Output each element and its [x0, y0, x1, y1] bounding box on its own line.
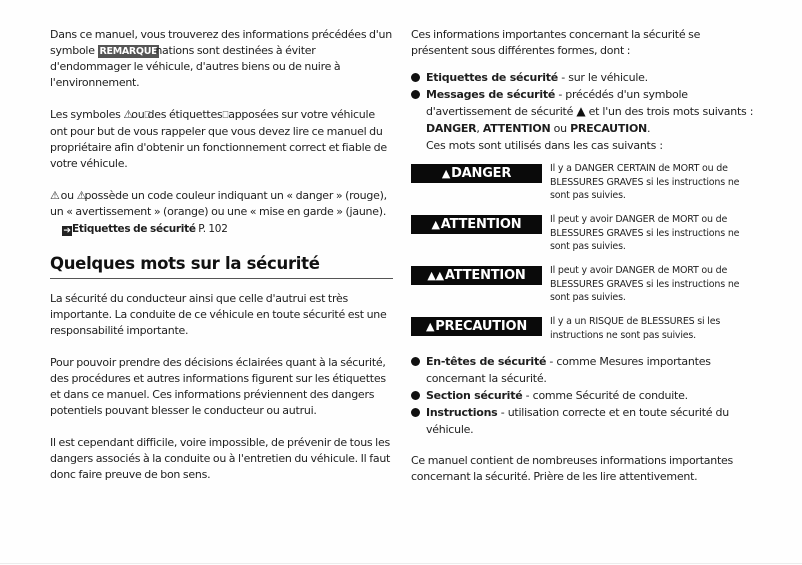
para-text: des étiquettes: [147, 108, 223, 121]
signal-description: Il y a un RISQUE de BLESSURES si les instructions ne sont pas suivies.: [550, 316, 721, 341]
body-paragraph: Il est cependant difficile, voire impossible, de prévenir de tous les dangers associés à la conduite ou à l'entretien du véhicule. Il faut donc faire preuve de bon sens.: [50, 436, 391, 481]
right-column: [411, 27, 756, 485]
signal-word: ATTENTION: [482, 122, 551, 135]
safety-forms-list: [411, 69, 756, 120]
signal-label: PRECAUTION: [435, 319, 528, 334]
para-text: ou: [57, 189, 77, 202]
signal-word: DANGER: [426, 122, 477, 135]
danger-label-box: [411, 164, 542, 183]
page-bottom-border: [0, 563, 802, 564]
usage-line: Ces mots sont utilisés dans les cas suivants :: [426, 139, 663, 152]
item-text: - utilisation correcte et en toute sécurité du véhicule.: [426, 406, 730, 436]
warning-triangle-icon: ▲: [441, 167, 451, 180]
warning-triangle-icon: ⚠: [50, 189, 58, 202]
warning-label-icon: ⚠: [76, 189, 85, 202]
signal-label: DANGER: [451, 166, 512, 181]
para-text: possède un code couleur indiquant un « danger » (rouge), un « avertissement » (orange) ou une « mise en garde » (jaune).: [50, 189, 387, 218]
warning-triangle-solid-icon: ▲: [576, 104, 586, 118]
item-title: En-têtes de sécurité: [426, 355, 547, 368]
xref-label: Etiquettes de sécurité: [72, 223, 196, 235]
remarque-badge: REMARQUE: [99, 46, 158, 57]
signal-precaution-row: [411, 315, 756, 353]
signal-attention-double-row: [411, 264, 756, 306]
para-text: nations sont destinées à éviter d'endommager le véhicule, d'autres biens ou de nuire à l'environnement.: [50, 44, 341, 89]
para-text: ou: [131, 108, 145, 121]
item-text: - comme Mesures importantes concernant la sécurité.: [426, 355, 711, 385]
signal-danger-row: [411, 162, 756, 204]
warning-triangle-icon: ▲: [425, 320, 435, 333]
cross-reference-link[interactable]: [62, 221, 394, 237]
bullet-icon: [411, 391, 420, 400]
label-icon: ⎕: [222, 110, 226, 121]
bullet-icon: [411, 357, 420, 366]
precaution-label-box: [411, 317, 542, 336]
body-paragraph: La sécurité du conducteur ainsi que celle d'autrui est très importante. La conduite de ce véhicule en toute sécurité est une responsabilité importante.: [50, 292, 387, 337]
bullet-icon: [411, 73, 420, 82]
list-item: [411, 353, 756, 387]
signal-label: ATTENTION: [440, 217, 522, 232]
intro-paragraph: Ces informations importantes concernant la sécurité se présentent sous différentes formes, dont :: [411, 28, 701, 57]
signal-description: Il peut y avoir DANGER de MORT ou de BLESSURES GRAVES si les instructions ne sont pas suivies.: [550, 214, 740, 252]
item-title: Etiquettes de sécurité: [426, 71, 558, 84]
xref-page: P. 102: [195, 223, 228, 235]
safety-forms-list-continued: [411, 353, 756, 438]
list-item: [411, 69, 756, 86]
attention-double-label-box: [411, 266, 542, 285]
para-text: Dans ce manuel, vous trouverez des informations précédées d'un symbole: [50, 28, 393, 57]
arrow-right-icon: ➔: [63, 226, 71, 236]
double-warning-triangle-icon: ▲▲: [427, 269, 444, 282]
list-item: [411, 86, 756, 120]
left-column: [50, 27, 394, 499]
item-text: - sur le véhicule.: [558, 71, 648, 84]
separator: ,: [476, 122, 483, 135]
remarque-paragraph: [50, 27, 394, 91]
body-paragraph: Pour pouvoir prendre des décisions éclairées quant à la sécurité, des procédures et autres informations figurent sur les étiquettes et dans ce manuel. Ces informations préviennent des dangers potentiels pouvant blesser le conducteur ou autrui.: [50, 356, 386, 417]
item-text: et l'un des trois mots suivants :: [585, 105, 754, 118]
color-code-paragraph: [50, 188, 394, 220]
item-text: - précédés d'un symbole d'avertissement de sécurité: [426, 88, 688, 118]
signal-attention-row: [411, 213, 756, 255]
section-divider: [50, 278, 393, 279]
bullet-icon: [411, 408, 420, 417]
signal-label: ATTENTION: [444, 268, 526, 283]
item-title: Section sécurité: [426, 389, 523, 402]
closing-paragraph: Ce manuel contient de nombreuses informations importantes concernant la sécurité. Prière de les lire attentivement.: [411, 454, 734, 483]
para-text: apposées sur votre véhicule ont pour but de vous rappeler que vous devez lire ce manuel du propriétaire afin d'obtenir un fonctionnement correct et fiable de votre véhicule.: [50, 108, 387, 170]
symbols-paragraph: [50, 107, 394, 172]
section-title: Quelques mots sur la sécurité: [50, 254, 320, 273]
bullet-icon: [411, 90, 420, 99]
label-icon: ⎕: [144, 110, 148, 121]
item-title: Instructions: [426, 406, 498, 419]
signal-description: Il y a DANGER CERTAIN de MORT ou de BLESSURES GRAVES si les instructions ne sont pas suivies.: [550, 163, 740, 201]
separator: ou: [550, 122, 571, 135]
signal-words-line: [411, 120, 756, 137]
item-text: - comme Sécurité de conduite.: [522, 389, 688, 402]
attention-label-box: [411, 215, 542, 234]
separator: .: [647, 122, 651, 135]
list-item: [411, 387, 756, 404]
warning-triangle-icon: ⚠: [123, 108, 132, 121]
signal-description: Il peut y avoir DANGER de MORT ou de BLESSURES GRAVES si les instructions ne sont pas suivies.: [550, 265, 740, 303]
item-title: Messages de sécurité: [426, 88, 556, 101]
list-item: [411, 404, 756, 438]
signal-word: PRECAUTION: [570, 122, 648, 135]
para-text: Les symboles: [50, 108, 124, 121]
warning-triangle-icon: ▲: [431, 218, 440, 231]
